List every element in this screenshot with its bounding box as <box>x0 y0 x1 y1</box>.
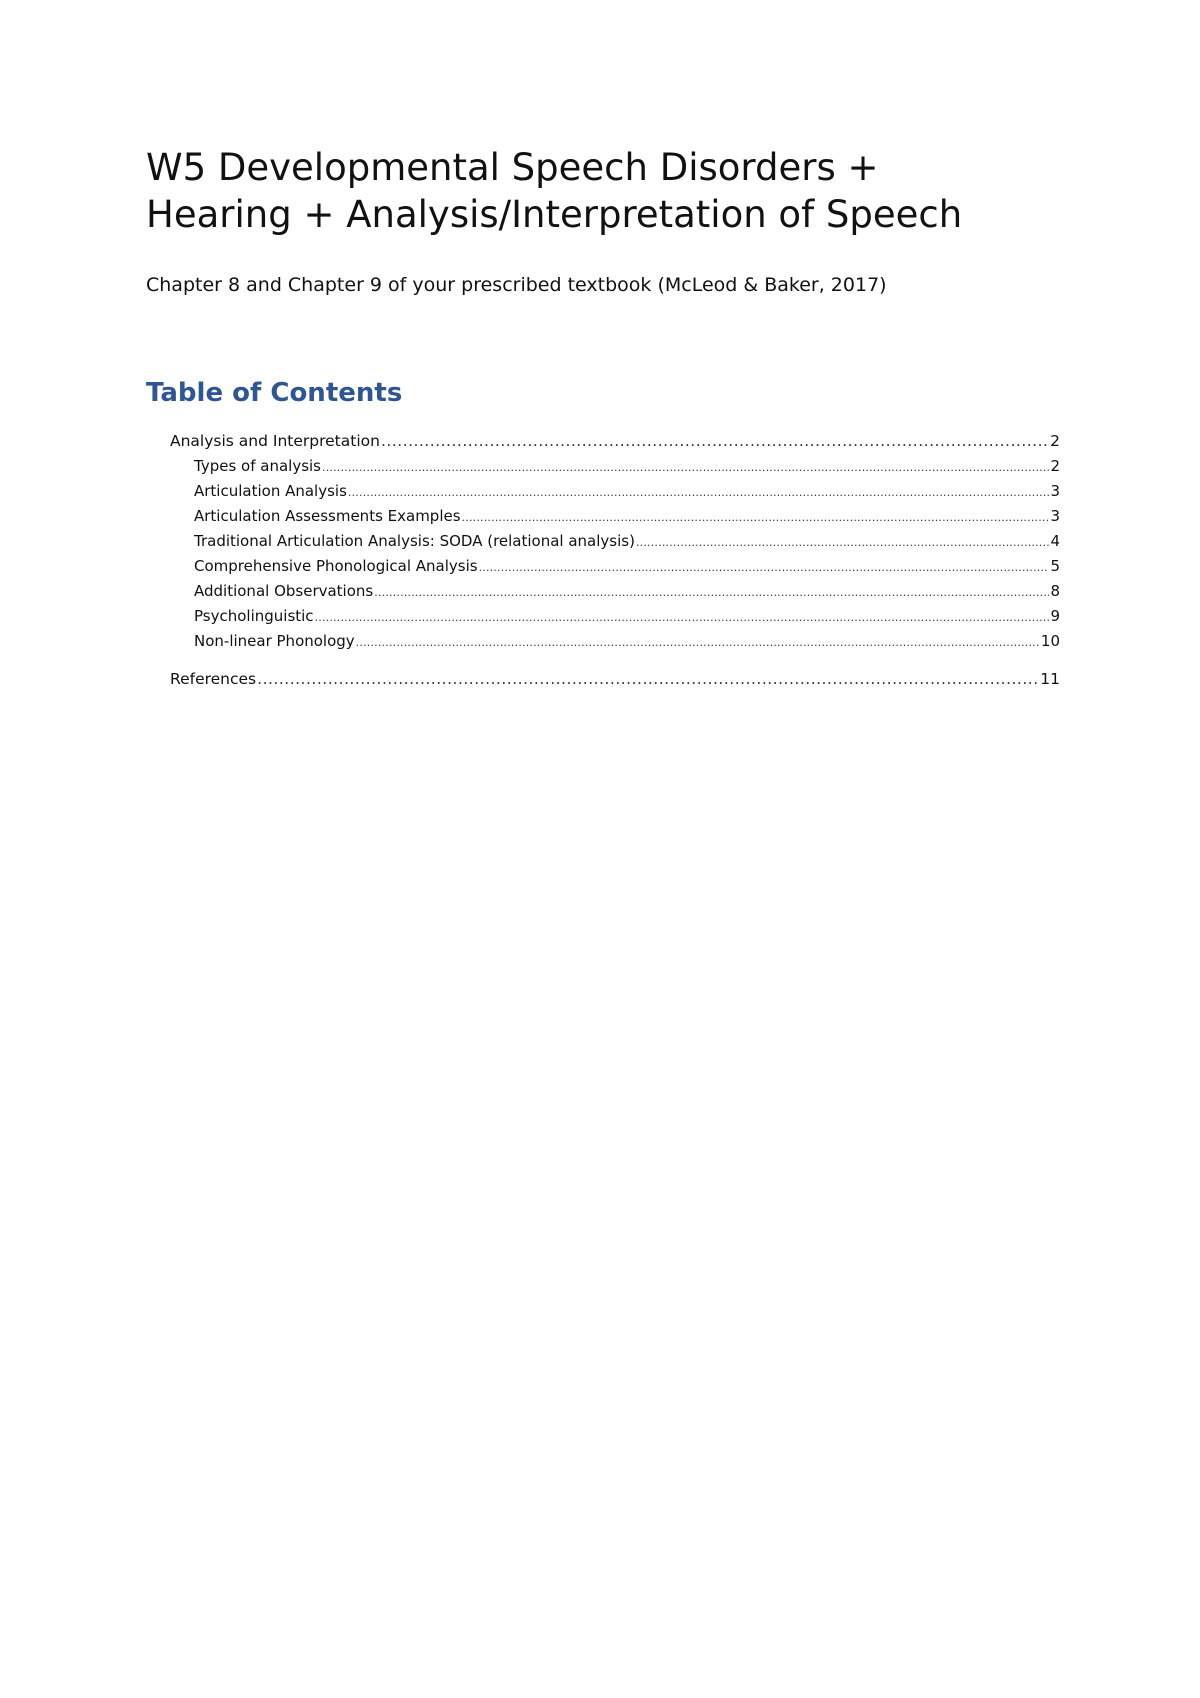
toc-entry-text: Articulation Assessments Examples <box>194 507 461 525</box>
toc-leader-dots <box>315 605 1050 630</box>
toc-leader-dots <box>636 530 1050 555</box>
toc-entry-text: Traditional Articulation Analysis: SODA (relational analysis) <box>194 532 635 550</box>
toc-entry-comprehensive-phonological-analysis[interactable] <box>170 554 1060 579</box>
toc-heading: Table of Contents <box>146 378 403 408</box>
toc-entry-traditional-articulation-analysis[interactable] <box>170 529 1060 554</box>
toc-entry-page: 9 <box>1050 607 1060 625</box>
toc-entry-articulation-analysis[interactable] <box>170 479 1060 504</box>
toc-entry-page: 8 <box>1050 582 1060 600</box>
toc-entry-page: 3 <box>1050 507 1060 525</box>
document-title-line1: W5 Developmental Speech Disorders + <box>146 146 879 189</box>
toc-entry-additional-observations[interactable] <box>170 579 1060 604</box>
document-title <box>146 144 1106 238</box>
toc-entry-analysis-and-interpretation[interactable] <box>170 429 1060 454</box>
toc-leader-dots <box>462 505 1050 530</box>
toc-entry-text: Additional Observations <box>194 582 374 600</box>
toc-entry-text: Psycholinguistic <box>194 607 314 625</box>
toc-leader-dots <box>257 667 1039 692</box>
toc-entry-text: Non-linear Phonology <box>194 632 355 650</box>
toc-entry-non-linear-phonology[interactable] <box>170 629 1060 654</box>
toc-entry-articulation-assessments-examples[interactable] <box>170 504 1060 529</box>
toc-entry-page: 5 <box>1050 557 1060 575</box>
toc-leader-dots <box>322 455 1049 480</box>
table-of-contents <box>170 429 1060 692</box>
toc-entry-page: 2 <box>1050 432 1060 450</box>
toc-leader-dots <box>374 580 1049 605</box>
document-title-line2: Hearing + Analysis/Interpretation of Speech <box>146 193 963 236</box>
toc-entry-text: References <box>170 670 257 688</box>
toc-entry-types-of-analysis[interactable] <box>170 454 1060 479</box>
toc-leader-dots <box>381 429 1049 454</box>
toc-entry-page: 10 <box>1040 632 1060 650</box>
toc-entry-page: 3 <box>1050 482 1060 500</box>
toc-entry-text: Articulation Analysis <box>194 482 347 500</box>
toc-entry-page: 11 <box>1040 670 1060 688</box>
toc-entry-references[interactable] <box>170 667 1060 692</box>
toc-entry-page: 4 <box>1050 532 1060 550</box>
toc-leader-dots <box>479 555 1050 580</box>
toc-leader-dots <box>348 480 1050 505</box>
document-subtitle: Chapter 8 and Chapter 9 of your prescribed textbook (McLeod & Baker, 2017) <box>146 274 887 296</box>
toc-entry-text: Types of analysis <box>194 457 321 475</box>
toc-entry-page: 2 <box>1050 457 1060 475</box>
toc-entry-text: Comprehensive Phonological Analysis <box>194 557 478 575</box>
toc-entry-text: Analysis and Interpretation <box>170 432 380 450</box>
toc-leader-dots <box>356 630 1040 655</box>
toc-entry-psycholinguistic[interactable] <box>170 604 1060 629</box>
